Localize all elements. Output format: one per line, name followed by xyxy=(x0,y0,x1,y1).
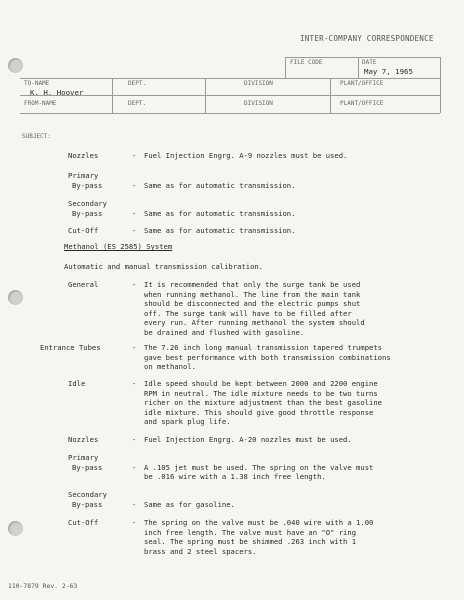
header-rule xyxy=(285,57,440,58)
date-label: DATE xyxy=(362,59,377,66)
entry-label: Nozzles xyxy=(68,435,99,444)
entry-label: By-pass xyxy=(72,462,103,472)
entry-label: Primary xyxy=(68,171,99,180)
header-rule xyxy=(20,113,440,114)
punch-hole xyxy=(8,290,23,305)
letter-sheet: INTER-COMPANY CORRESPONDENCE FILE CODE DATE May 7, 1965 TO-NAME K. H. Hoover DEPT. DIVISION PLANT/OFFICE FROM-NAME DEPT. DIVISION PLANT/OFFICE SUBJECT: Nozzles - Fuel Injection Engrg. A-9 nozzles must be used. Primary By-pass - Same as for automatic transmission. Secondary By-pass - Same as for automatic transmission. Cut-Off - Same as for automatic transmission. Methanol (ES 2585) System Automatic and manual transmission calibration. General - It is recommended that only the surge tank be used when running methanol. The line from the main tank should be disconnected and the electric pumps shut off. The surge tank will have to be filled after every run. After running methanol the system should be drained and flushed with gasoline. Entrance Tubes - The 7.26 inch long manual transmission tapered trumpets gave best performance with both transmission combinations on methanol. Idle - Idle speed should be kept between 2000 and 2200 engine RPM in neutral. The idle mixture needs to be two turns richer on the mixture adjustment than the best gasoline idle mixture. This should give good throttle response and spark plug life. Nozzles - Fuel Injection Engrg. A-20 nozzles must be used. Primary By-pass - A .105 jet must be used. The spring on the valve must be .016 wire with a 1.38 inch free length. Secondary By-pass - Same as for gasoline. Cut-Off - The spring on the valve must be .040 wire with a 1.00 inch free length. The valve must have an "O" ring seal. The spring must be shimmed .263 inch with 1 brass and 2 steel spacers. 110-7879 Rev. 2-63 xyxy=(0,0,464,600)
entry-text: Same as for automatic transmission. xyxy=(144,226,296,235)
entry-label: Cut-Off xyxy=(68,518,99,527)
header-rule xyxy=(358,57,359,79)
entry-text: Same as for automatic transmission. xyxy=(144,180,296,190)
header-rule xyxy=(112,78,113,113)
entry-text: Idle speed should be kept between 2000 and 2200 engine RPM in neutral. The idle mixture needs to be two turns richer on the mixture adjustment than the best gasoline idle mixture. This should give good throttle response and spark plug life. xyxy=(144,379,382,427)
entry-label: By-pass xyxy=(72,499,103,509)
entry-text: Fuel Injection Engrg. A-9 nozzles must be used. xyxy=(144,151,348,160)
file-code-label: FILE CODE xyxy=(290,59,323,66)
punch-hole xyxy=(8,521,23,536)
division-label: DIVISION xyxy=(244,80,273,87)
entry-label: Secondary xyxy=(68,490,107,499)
plant-office-label: PLANT/OFFICE xyxy=(340,80,384,87)
entry-text: A .105 jet must be used. The spring on the valve must be .016 wire with a 1.38 inch free length. xyxy=(144,462,374,482)
plant-office-label: PLANT/OFFICE xyxy=(340,100,384,107)
header-rule xyxy=(440,57,441,113)
header-rule xyxy=(205,78,206,113)
section-subheading: Automatic and manual transmission calibration. xyxy=(64,262,264,271)
section-heading: Methanol (ES 2585) System xyxy=(64,242,173,251)
division-label: DIVISION xyxy=(244,100,273,107)
entry-text: The 7.26 inch long manual transmission tapered trumpets gave best performance with both transmission combinations on methanol. xyxy=(144,343,391,372)
to-name-label: TO-NAME xyxy=(24,80,50,87)
entry-text: Same as for automatic transmission. xyxy=(144,208,296,218)
entry-label: General xyxy=(68,280,99,289)
header-rule xyxy=(20,78,440,79)
entry-label: Entrance Tubes xyxy=(40,343,101,352)
entry-label: Idle xyxy=(68,379,86,388)
entry-text: Same as for gasoline. xyxy=(144,499,235,509)
header-rule xyxy=(285,57,286,79)
entry-label: Cut-Off xyxy=(68,226,99,235)
entry-text: Fuel Injection Engrg. A-20 nozzles must be used. xyxy=(144,435,352,444)
entry-text: It is recommended that only the surge tank be used when running methanol. The line from the main tank should be disconnected and the electric pumps shut off. The surge tank will have to be filled after every run. After running methanol the system should be drained and flushed with gasoline. xyxy=(144,280,365,337)
punch-hole xyxy=(8,58,23,73)
dept-label: DEPT. xyxy=(128,80,147,87)
entry-text: The spring on the valve must be .040 wire with a 1.00 inch free length. The valve must have an "O" ring seal. The spring must be shimmed .263 inch with 1 brass and 2 steel spacers. xyxy=(144,518,374,556)
entry-label: Nozzles xyxy=(68,151,99,160)
form-title: INTER-COMPANY CORRESPONDENCE xyxy=(300,34,434,43)
from-name-label: FROM-NAME xyxy=(24,100,57,107)
subject-label: SUBJECT: xyxy=(22,133,51,140)
entry-label: Primary xyxy=(68,453,99,462)
header-rule xyxy=(330,78,331,113)
form-number: 110-7879 Rev. 2-63 xyxy=(8,582,78,590)
dept-label: DEPT. xyxy=(128,100,147,107)
entry-label: Secondary xyxy=(68,199,107,208)
entry-label: By-pass xyxy=(72,208,103,218)
date-value: May 7, 1965 xyxy=(364,67,413,76)
entry-label: By-pass xyxy=(72,180,103,190)
to-name-value: K. H. Hoover xyxy=(30,88,84,97)
